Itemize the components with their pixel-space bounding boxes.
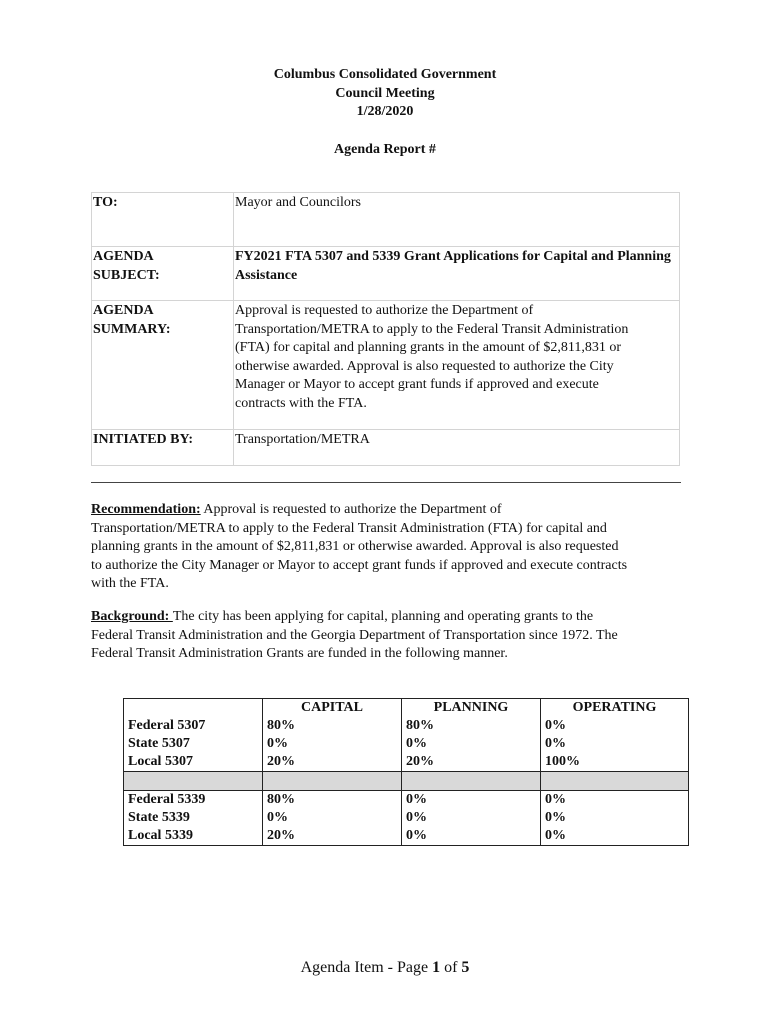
- table-row: [124, 827, 689, 846]
- background-text: The city has been applying for capital, planning and operating grants to the: [172, 609, 594, 624]
- summary-label: [92, 301, 234, 430]
- recommendation-line: Transportation/METRA to apply to the Federal Transit Administration (FTA) for capital and: [91, 520, 607, 536]
- summary-value: [234, 301, 680, 430]
- info-row-initiated: [92, 430, 680, 466]
- organization-title: Columbus Consolidated Government: [273, 67, 497, 82]
- subject-label-line-1: AGENDA: [93, 249, 154, 264]
- planning-cell: 80%: [402, 717, 541, 735]
- row-label: Local 5307: [124, 753, 263, 772]
- background-line: Federal Transit Administration and the Georgia Department of Transportation since 1972. The: [91, 627, 618, 643]
- footer-total-pages: 5: [461, 959, 470, 976]
- planning-cell: 0%: [402, 791, 541, 810]
- background-heading: Background:: [91, 609, 173, 624]
- subject-label-line-2: SUBJECT:: [93, 267, 160, 283]
- row-label: Federal 5339: [124, 791, 263, 810]
- capital-cell: 0%: [263, 809, 402, 827]
- page-footer: [0, 959, 770, 977]
- summary-line: otherwise awarded. Approval is also requested to authorize the City: [235, 358, 614, 374]
- capital-cell: 20%: [263, 753, 402, 772]
- row-label: State 5307: [124, 735, 263, 753]
- info-row-subject: [92, 247, 680, 301]
- summary-line: contracts with the FTA.: [235, 395, 367, 411]
- grant-header-row: [124, 699, 689, 718]
- planning-cell: 20%: [402, 753, 541, 772]
- summary-label-line-1: AGENDA: [93, 303, 154, 318]
- info-row-to: [92, 193, 680, 247]
- background-line: [91, 608, 681, 627]
- grant-funding-table: [123, 698, 689, 846]
- subject-label: [92, 247, 234, 301]
- planning-cell: 0%: [402, 735, 541, 753]
- footer-prefix: Agenda Item - Page: [300, 959, 433, 976]
- operating-cell: 100%: [541, 753, 689, 772]
- footer-of: of: [440, 959, 462, 976]
- to-value: Mayor and Councilors: [234, 193, 680, 247]
- operating-cell: 0%: [541, 809, 689, 827]
- grant-header-blank: [124, 699, 263, 718]
- to-label: TO:: [92, 193, 234, 247]
- planning-cell: 0%: [402, 809, 541, 827]
- table-row: [124, 717, 689, 735]
- grant-header-planning: PLANNING: [402, 699, 541, 718]
- initiated-label: INITIATED BY:: [92, 430, 234, 466]
- meeting-date: 1/28/2020: [356, 104, 414, 119]
- summary-label-line-2: SUMMARY:: [93, 321, 171, 337]
- capital-cell: 80%: [263, 717, 402, 735]
- row-label: State 5339: [124, 809, 263, 827]
- separator-cell: [402, 772, 541, 791]
- separator-cell: [263, 772, 402, 791]
- summary-line: (FTA) for capital and planning grants in the amount of $2,811,831 or: [235, 340, 621, 355]
- summary-line: Approval is requested to authorize the Department of: [235, 303, 534, 318]
- separator-cell: [541, 772, 689, 791]
- initiated-value: Transportation/METRA: [234, 430, 680, 466]
- separator-cell: [124, 772, 263, 791]
- summary-line: Manager or Mayor to accept grant funds if approved and execute: [235, 377, 599, 392]
- recommendation-line: planning grants in the amount of $2,811,831 or otherwise awarded. Approval is also requested: [91, 539, 619, 554]
- agenda-report-number: Agenda Report #: [334, 142, 436, 157]
- operating-cell: 0%: [541, 791, 689, 810]
- operating-cell: 0%: [541, 717, 689, 735]
- background-paragraph: [91, 608, 681, 664]
- recommendation-heading: Recommendation:: [91, 502, 201, 517]
- background-line: Federal Transit Administration Grants are funded in the following manner.: [91, 646, 508, 661]
- recommendation-line: [91, 501, 681, 520]
- footer-page-number: 1: [432, 959, 441, 976]
- meeting-title: Council Meeting: [335, 86, 435, 101]
- table-row: [124, 791, 689, 810]
- grant-header-capital: CAPITAL: [263, 699, 402, 718]
- table-row: [124, 735, 689, 753]
- capital-cell: 80%: [263, 791, 402, 810]
- recommendation-text: Approval is requested to authorize the Department of: [200, 502, 502, 517]
- capital-cell: 20%: [263, 827, 402, 846]
- summary-line: Transportation/METRA to apply to the Federal Transit Administration: [235, 321, 629, 337]
- table-separator-row: [124, 772, 689, 791]
- grant-header-operating: OPERATING: [541, 699, 689, 718]
- recommendation-paragraph: [91, 501, 681, 594]
- recommendation-line: to authorize the City Manager or Mayor to accept grant funds if approved and execute contracts: [91, 557, 628, 573]
- row-label: Federal 5307: [124, 717, 263, 735]
- info-row-summary: [92, 301, 680, 430]
- row-label: Local 5339: [124, 827, 263, 846]
- agenda-info-table: [91, 192, 680, 466]
- table-row: [124, 753, 689, 772]
- recommendation-line: with the FTA.: [91, 576, 169, 591]
- section-divider: [91, 482, 681, 483]
- table-row: [124, 809, 689, 827]
- operating-cell: 0%: [541, 827, 689, 846]
- operating-cell: 0%: [541, 735, 689, 753]
- subject-value: FY2021 FTA 5307 and 5339 Grant Applications for Capital and Planning Assistance: [234, 247, 680, 301]
- planning-cell: 0%: [402, 827, 541, 846]
- capital-cell: 0%: [263, 735, 402, 753]
